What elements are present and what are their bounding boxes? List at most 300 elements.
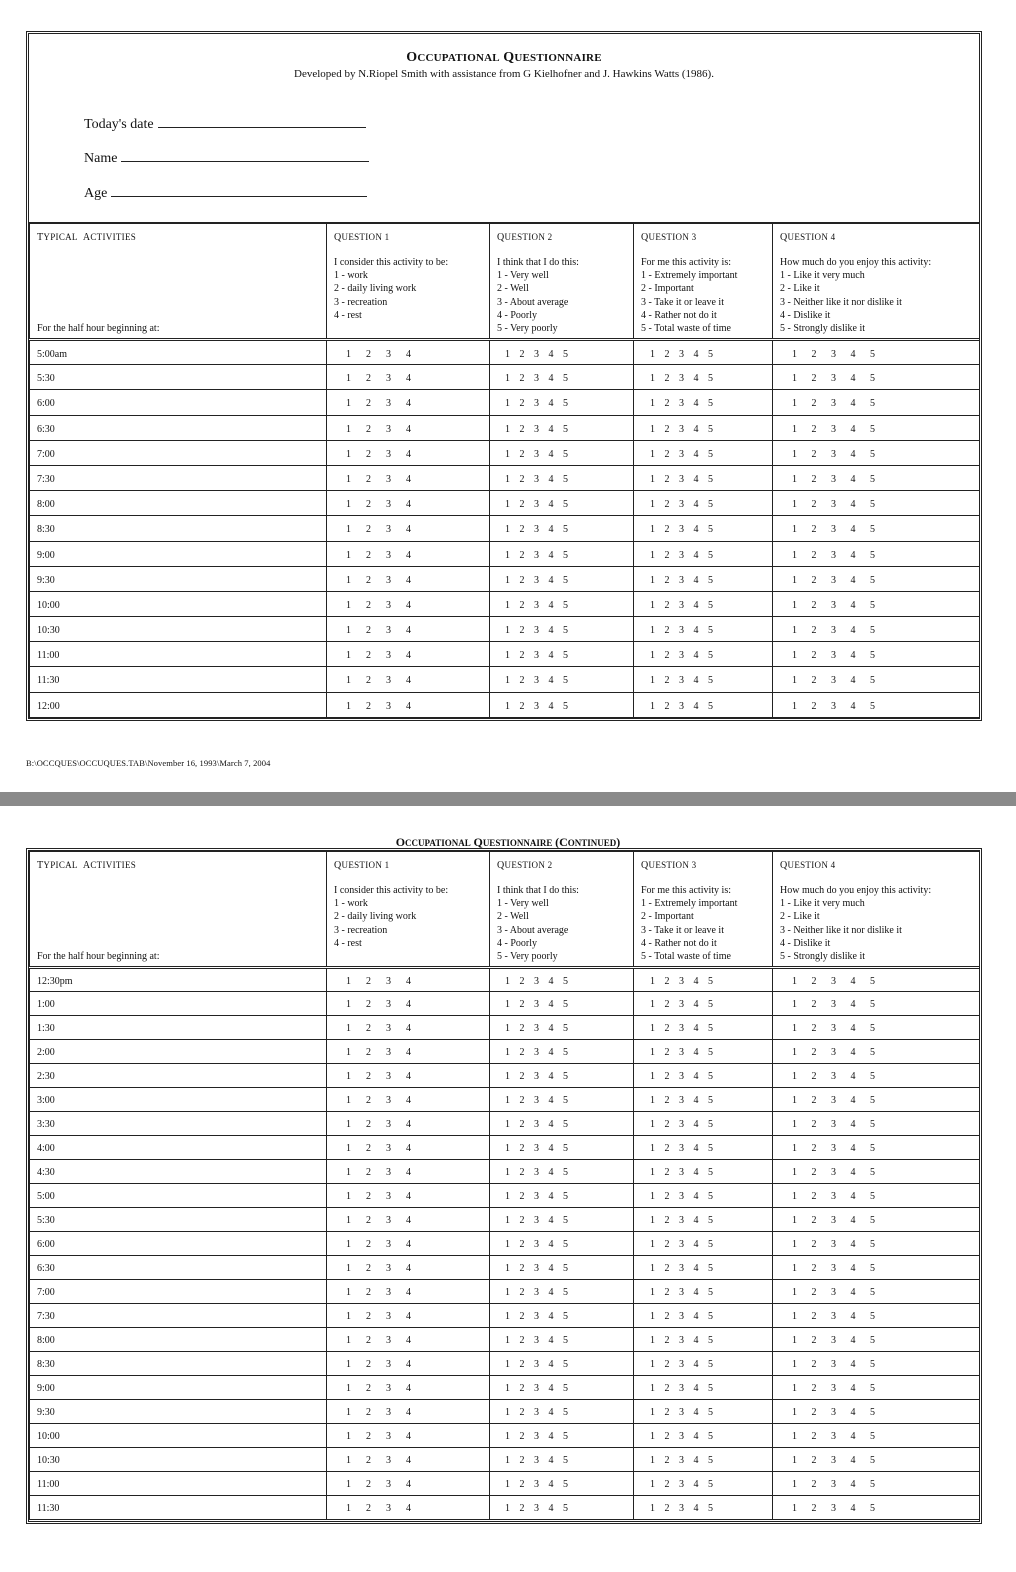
q3-rating-option[interactable]: 3: [679, 1455, 684, 1466]
q2-rating-option[interactable]: 4: [548, 499, 554, 511]
q3-rating-option[interactable]: 2: [664, 1191, 670, 1202]
q4-rating-option[interactable]: 2: [811, 1455, 817, 1466]
q2-rating-option[interactable]: 1: [505, 1239, 510, 1250]
q4-rating-option[interactable]: 3: [831, 650, 836, 662]
q1-rating-option[interactable]: 3: [386, 999, 391, 1010]
q4-rating-option[interactable]: 3: [831, 1335, 836, 1346]
q3-rating-option[interactable]: 4: [693, 473, 699, 485]
q4-rating-option[interactable]: 2: [811, 599, 817, 611]
q2-rating-option[interactable]: 2: [519, 625, 525, 637]
q3-rating-option[interactable]: 4: [693, 574, 699, 586]
q2-rating-option[interactable]: 3: [534, 1383, 539, 1394]
q1-rating-option[interactable]: 3: [386, 473, 391, 485]
q4-rating-option[interactable]: 1: [792, 349, 797, 360]
q3-rating-option[interactable]: 4: [693, 700, 699, 712]
q2-rating-option[interactable]: 4: [548, 373, 554, 385]
q4-rating-option[interactable]: 5: [870, 574, 875, 586]
q4-rating-option[interactable]: 3: [831, 373, 836, 385]
q4-rating-option[interactable]: 4: [850, 1359, 856, 1370]
q4-rating-option[interactable]: 3: [831, 1191, 836, 1202]
q3-rating-option[interactable]: 5: [708, 1215, 713, 1226]
q3-rating-option[interactable]: 1: [650, 349, 655, 360]
q2-rating-option[interactable]: 4: [548, 1047, 554, 1058]
q2-rating-option[interactable]: 4: [548, 1359, 554, 1370]
q2-rating-option[interactable]: 2: [519, 1311, 525, 1322]
q4-rating-option[interactable]: 4: [850, 625, 856, 637]
q1-rating-option[interactable]: 2: [366, 1407, 371, 1418]
q2-rating-option[interactable]: 4: [548, 1263, 554, 1274]
q2-rating-option[interactable]: 5: [563, 1047, 568, 1058]
q2-rating-option[interactable]: 2: [519, 423, 525, 435]
q1-rating-option[interactable]: 1: [346, 549, 351, 561]
q4-rating-option[interactable]: 4: [850, 499, 856, 511]
q3-rating-option[interactable]: 4: [693, 423, 699, 435]
q1-rating-option[interactable]: 3: [386, 423, 391, 435]
q2-rating-option[interactable]: 5: [563, 1311, 568, 1322]
q4-rating-option[interactable]: 1: [792, 1239, 797, 1250]
q1-rating-option[interactable]: 4: [406, 373, 411, 385]
q2-rating-option[interactable]: 3: [534, 1359, 539, 1370]
q4-rating-option[interactable]: 4: [850, 473, 856, 485]
q1-rating-option[interactable]: 4: [406, 499, 411, 511]
q4-rating-option[interactable]: 4: [850, 1239, 856, 1250]
q2-rating-option[interactable]: 3: [534, 976, 539, 987]
q1-rating-option[interactable]: 3: [386, 599, 391, 611]
q2-rating-option[interactable]: 3: [534, 1167, 539, 1178]
q3-rating-option[interactable]: 3: [679, 574, 684, 586]
q3-rating-option[interactable]: 2: [664, 675, 670, 687]
q2-rating-option[interactable]: 4: [548, 448, 554, 460]
q4-rating-option[interactable]: 3: [831, 1023, 836, 1034]
q3-rating-option[interactable]: 1: [650, 1455, 655, 1466]
q3-rating-option[interactable]: 2: [664, 499, 670, 511]
q2-rating-option[interactable]: 1: [505, 1119, 510, 1130]
q3-rating-option[interactable]: 1: [650, 1215, 655, 1226]
q2-rating-option[interactable]: 5: [563, 675, 568, 687]
q1-rating-option[interactable]: 2: [366, 1479, 371, 1490]
q1-rating-option[interactable]: 3: [386, 1023, 391, 1034]
q2-rating-option[interactable]: 2: [519, 549, 525, 561]
q2-rating-option[interactable]: 1: [505, 1023, 510, 1034]
q2-rating-option[interactable]: 5: [563, 1023, 568, 1034]
q4-rating-option[interactable]: 5: [870, 675, 875, 687]
q4-rating-option[interactable]: 5: [870, 1311, 875, 1322]
q2-rating-option[interactable]: 5: [563, 423, 568, 435]
q4-rating-option[interactable]: 1: [792, 999, 797, 1010]
q3-rating-option[interactable]: 2: [664, 1503, 670, 1514]
q4-rating-option[interactable]: 4: [850, 1287, 856, 1298]
q4-rating-option[interactable]: 5: [870, 1359, 875, 1370]
q2-rating-option[interactable]: 1: [505, 1215, 510, 1226]
q1-rating-option[interactable]: 3: [386, 373, 391, 385]
q1-rating-option[interactable]: 3: [386, 1359, 391, 1370]
q2-rating-option[interactable]: 2: [519, 1503, 525, 1514]
q2-rating-option[interactable]: 2: [519, 1119, 525, 1130]
name-field[interactable]: [84, 149, 369, 167]
q3-rating-option[interactable]: 1: [650, 599, 655, 611]
q2-rating-option[interactable]: 2: [519, 1071, 525, 1082]
q4-rating-option[interactable]: 1: [792, 1023, 797, 1034]
q2-rating-option[interactable]: 1: [505, 1191, 510, 1202]
q4-rating-option[interactable]: 4: [850, 1095, 856, 1106]
q2-rating-option[interactable]: 2: [519, 1215, 525, 1226]
q3-rating-option[interactable]: 2: [664, 700, 670, 712]
q4-rating-option[interactable]: 1: [792, 1407, 797, 1418]
q3-rating-option[interactable]: 3: [679, 1191, 684, 1202]
q2-rating-option[interactable]: 3: [534, 349, 539, 360]
q4-rating-option[interactable]: 2: [811, 976, 817, 987]
q2-rating-option[interactable]: 4: [548, 349, 554, 360]
q4-rating-option[interactable]: 4: [850, 1047, 856, 1058]
q2-rating-option[interactable]: 5: [563, 1095, 568, 1106]
q4-rating-option[interactable]: 2: [811, 1407, 817, 1418]
q1-rating-option[interactable]: 4: [406, 1383, 411, 1394]
q1-rating-option[interactable]: 1: [346, 1071, 351, 1082]
q4-rating-option[interactable]: 3: [831, 1215, 836, 1226]
q2-rating-option[interactable]: 3: [534, 1119, 539, 1130]
q2-rating-option[interactable]: 5: [563, 1455, 568, 1466]
q3-rating-option[interactable]: 3: [679, 349, 684, 360]
q1-rating-option[interactable]: 2: [366, 1143, 371, 1154]
q2-rating-option[interactable]: 1: [505, 1383, 510, 1394]
q4-rating-option[interactable]: 2: [811, 1143, 817, 1154]
q4-rating-option[interactable]: 5: [870, 549, 875, 561]
q1-rating-option[interactable]: 1: [346, 1503, 351, 1514]
q3-rating-option[interactable]: 5: [708, 1335, 713, 1346]
q1-rating-option[interactable]: 2: [366, 1071, 371, 1082]
q2-rating-option[interactable]: 5: [563, 1335, 568, 1346]
q1-rating-option[interactable]: 3: [386, 1311, 391, 1322]
q3-rating-option[interactable]: 2: [664, 1287, 670, 1298]
q4-rating-option[interactable]: 1: [792, 1479, 797, 1490]
q4-rating-option[interactable]: 1: [792, 599, 797, 611]
q1-rating-option[interactable]: 3: [386, 574, 391, 586]
q1-rating-option[interactable]: 4: [406, 1263, 411, 1274]
q2-rating-option[interactable]: 3: [534, 999, 539, 1010]
q3-rating-option[interactable]: 3: [679, 1479, 684, 1490]
q2-rating-option[interactable]: 4: [548, 1095, 554, 1106]
q2-rating-option[interactable]: 4: [548, 1239, 554, 1250]
q3-rating-option[interactable]: 4: [693, 448, 699, 460]
q2-rating-option[interactable]: 2: [519, 1359, 525, 1370]
q2-rating-option[interactable]: 2: [519, 1383, 525, 1394]
q3-rating-option[interactable]: 4: [693, 1287, 699, 1298]
q4-rating-option[interactable]: 1: [792, 549, 797, 561]
q4-rating-option[interactable]: 1: [792, 574, 797, 586]
q4-rating-option[interactable]: 3: [831, 499, 836, 511]
q2-rating-option[interactable]: 4: [548, 675, 554, 687]
q2-rating-option[interactable]: 5: [563, 1191, 568, 1202]
q3-rating-option[interactable]: 3: [679, 1311, 684, 1322]
q3-rating-option[interactable]: 3: [679, 1239, 684, 1250]
q3-rating-option[interactable]: 4: [693, 549, 699, 561]
q2-rating-option[interactable]: 3: [534, 1023, 539, 1034]
q3-rating-option[interactable]: 2: [664, 1047, 670, 1058]
q2-rating-option[interactable]: 4: [548, 1479, 554, 1490]
q3-rating-option[interactable]: 5: [708, 700, 713, 712]
q3-rating-option[interactable]: 4: [693, 373, 699, 385]
q4-rating-option[interactable]: 5: [870, 999, 875, 1010]
q3-rating-option[interactable]: 1: [650, 473, 655, 485]
q4-rating-option[interactable]: 1: [792, 473, 797, 485]
q2-rating-option[interactable]: 5: [563, 1359, 568, 1370]
q1-rating-option[interactable]: 4: [406, 1335, 411, 1346]
q1-rating-option[interactable]: 4: [406, 448, 411, 460]
q3-rating-option[interactable]: 2: [664, 423, 670, 435]
q4-rating-option[interactable]: 5: [870, 473, 875, 485]
q1-rating-option[interactable]: 2: [366, 1335, 371, 1346]
q2-rating-option[interactable]: 5: [563, 650, 568, 662]
q3-rating-option[interactable]: 1: [650, 976, 655, 987]
q2-rating-option[interactable]: 1: [505, 1167, 510, 1178]
q4-rating-option[interactable]: 5: [870, 398, 875, 410]
q3-rating-option[interactable]: 5: [708, 549, 713, 561]
q2-rating-option[interactable]: 3: [534, 1431, 539, 1442]
q3-rating-option[interactable]: 2: [664, 599, 670, 611]
q4-rating-option[interactable]: 2: [811, 423, 817, 435]
q4-rating-option[interactable]: 1: [792, 650, 797, 662]
q4-rating-option[interactable]: 5: [870, 650, 875, 662]
q4-rating-option[interactable]: 3: [831, 976, 836, 987]
q4-rating-option[interactable]: 3: [831, 398, 836, 410]
q2-rating-option[interactable]: 1: [505, 1455, 510, 1466]
q3-rating-option[interactable]: 2: [664, 1095, 670, 1106]
q4-rating-option[interactable]: 3: [831, 549, 836, 561]
q3-rating-option[interactable]: 1: [650, 549, 655, 561]
q2-rating-option[interactable]: 2: [519, 1191, 525, 1202]
q2-rating-option[interactable]: 5: [563, 499, 568, 511]
q2-rating-option[interactable]: 5: [563, 1287, 568, 1298]
q3-rating-option[interactable]: 2: [664, 1119, 670, 1130]
q4-rating-option[interactable]: 4: [850, 423, 856, 435]
q4-rating-option[interactable]: 2: [811, 1335, 817, 1346]
q3-rating-option[interactable]: 5: [708, 373, 713, 385]
q3-rating-option[interactable]: 3: [679, 373, 684, 385]
q4-rating-option[interactable]: 2: [811, 1311, 817, 1322]
q3-rating-option[interactable]: 1: [650, 499, 655, 511]
q2-rating-option[interactable]: 3: [534, 1503, 539, 1514]
q1-rating-option[interactable]: 4: [406, 999, 411, 1010]
q3-rating-option[interactable]: 4: [693, 349, 699, 360]
q4-rating-option[interactable]: 2: [811, 1359, 817, 1370]
q4-rating-option[interactable]: 2: [811, 625, 817, 637]
q4-rating-option[interactable]: 4: [850, 1143, 856, 1154]
q2-rating-option[interactable]: 4: [548, 700, 554, 712]
q4-rating-option[interactable]: 2: [811, 700, 817, 712]
q3-rating-option[interactable]: 3: [679, 1407, 684, 1418]
q2-rating-option[interactable]: 1: [505, 1287, 510, 1298]
q3-rating-option[interactable]: 1: [650, 1383, 655, 1394]
q2-rating-option[interactable]: 2: [519, 1407, 525, 1418]
q3-rating-option[interactable]: 1: [650, 1071, 655, 1082]
q2-rating-option[interactable]: 1: [505, 1311, 510, 1322]
q2-rating-option[interactable]: 1: [505, 599, 510, 611]
q3-rating-option[interactable]: 4: [693, 1047, 699, 1058]
q4-rating-option[interactable]: 3: [831, 1143, 836, 1154]
q4-rating-option[interactable]: 4: [850, 1479, 856, 1490]
q2-rating-option[interactable]: 1: [505, 574, 510, 586]
q2-rating-option[interactable]: 1: [505, 448, 510, 460]
q2-rating-option[interactable]: 3: [534, 1143, 539, 1154]
q4-rating-option[interactable]: 3: [831, 1071, 836, 1082]
q2-rating-option[interactable]: 2: [519, 373, 525, 385]
q1-rating-option[interactable]: 1: [346, 1335, 351, 1346]
q2-rating-option[interactable]: 5: [563, 549, 568, 561]
q1-rating-option[interactable]: 3: [386, 1071, 391, 1082]
q1-rating-option[interactable]: 2: [366, 1359, 371, 1370]
q1-rating-option[interactable]: 2: [366, 473, 371, 485]
q3-rating-option[interactable]: 5: [708, 1287, 713, 1298]
q2-rating-option[interactable]: 1: [505, 1359, 510, 1370]
q1-rating-option[interactable]: 1: [346, 1167, 351, 1178]
q4-rating-option[interactable]: 1: [792, 700, 797, 712]
q4-rating-option[interactable]: 3: [831, 999, 836, 1010]
q2-rating-option[interactable]: 5: [563, 1239, 568, 1250]
q2-rating-option[interactable]: 4: [548, 999, 554, 1010]
q4-rating-option[interactable]: 2: [811, 1191, 817, 1202]
q3-rating-option[interactable]: 4: [693, 398, 699, 410]
q1-rating-option[interactable]: 3: [386, 1191, 391, 1202]
q2-rating-option[interactable]: 1: [505, 349, 510, 360]
q2-rating-option[interactable]: 4: [548, 1191, 554, 1202]
q1-rating-option[interactable]: 3: [386, 700, 391, 712]
q2-rating-option[interactable]: 3: [534, 1287, 539, 1298]
q1-rating-option[interactable]: 3: [386, 1407, 391, 1418]
q1-rating-option[interactable]: 2: [366, 1311, 371, 1322]
q3-rating-option[interactable]: 2: [664, 1335, 670, 1346]
q3-rating-option[interactable]: 2: [664, 1239, 670, 1250]
q3-rating-option[interactable]: 5: [708, 1167, 713, 1178]
q3-rating-option[interactable]: 1: [650, 1407, 655, 1418]
q3-rating-option[interactable]: 2: [664, 1071, 670, 1082]
q3-rating-option[interactable]: 1: [650, 1335, 655, 1346]
q1-rating-option[interactable]: 1: [346, 1023, 351, 1034]
q1-rating-option[interactable]: 2: [366, 1047, 371, 1058]
q4-rating-option[interactable]: 2: [811, 1287, 817, 1298]
q3-rating-option[interactable]: 5: [708, 1359, 713, 1370]
q3-rating-option[interactable]: 4: [693, 1335, 699, 1346]
q3-rating-option[interactable]: 2: [664, 1167, 670, 1178]
q1-rating-option[interactable]: 4: [406, 1503, 411, 1514]
q2-rating-option[interactable]: 3: [534, 675, 539, 687]
q1-rating-option[interactable]: 2: [366, 1119, 371, 1130]
q4-rating-option[interactable]: 2: [811, 398, 817, 410]
q4-rating-option[interactable]: 3: [831, 1455, 836, 1466]
q4-rating-option[interactable]: 4: [850, 1263, 856, 1274]
q4-rating-option[interactable]: 1: [792, 1503, 797, 1514]
q3-rating-option[interactable]: 2: [664, 1263, 670, 1274]
q4-rating-option[interactable]: 1: [792, 675, 797, 687]
q3-rating-option[interactable]: 1: [650, 625, 655, 637]
q3-rating-option[interactable]: 4: [693, 1455, 699, 1466]
q3-rating-option[interactable]: 1: [650, 999, 655, 1010]
q2-rating-option[interactable]: 5: [563, 1407, 568, 1418]
q2-rating-option[interactable]: 1: [505, 1071, 510, 1082]
q2-rating-option[interactable]: 2: [519, 524, 525, 536]
q4-rating-option[interactable]: 1: [792, 625, 797, 637]
q1-rating-option[interactable]: 3: [386, 448, 391, 460]
q2-rating-option[interactable]: 1: [505, 999, 510, 1010]
q1-rating-option[interactable]: 4: [406, 349, 411, 360]
q1-rating-option[interactable]: 1: [346, 349, 351, 360]
q4-rating-option[interactable]: 5: [870, 1335, 875, 1346]
q4-rating-option[interactable]: 4: [850, 1071, 856, 1082]
q3-rating-option[interactable]: 3: [679, 1095, 684, 1106]
q4-rating-option[interactable]: 4: [850, 524, 856, 536]
q3-rating-option[interactable]: 1: [650, 1191, 655, 1202]
q2-rating-option[interactable]: 3: [534, 448, 539, 460]
q4-rating-option[interactable]: 4: [850, 1119, 856, 1130]
q3-rating-option[interactable]: 5: [708, 524, 713, 536]
q1-rating-option[interactable]: 1: [346, 423, 351, 435]
q3-rating-option[interactable]: 5: [708, 599, 713, 611]
q3-rating-option[interactable]: 5: [708, 1095, 713, 1106]
q4-rating-option[interactable]: 5: [870, 1191, 875, 1202]
q3-rating-option[interactable]: 4: [693, 599, 699, 611]
q3-rating-option[interactable]: 2: [664, 1479, 670, 1490]
q2-rating-option[interactable]: 4: [548, 1455, 554, 1466]
q2-rating-option[interactable]: 1: [505, 1335, 510, 1346]
q2-rating-option[interactable]: 2: [519, 976, 525, 987]
q2-rating-option[interactable]: 5: [563, 1431, 568, 1442]
q1-rating-option[interactable]: 4: [406, 1023, 411, 1034]
q4-rating-option[interactable]: 5: [870, 1503, 875, 1514]
q1-rating-option[interactable]: 2: [366, 349, 371, 360]
q3-rating-option[interactable]: 3: [679, 1431, 684, 1442]
q4-rating-option[interactable]: 1: [792, 423, 797, 435]
q1-rating-option[interactable]: 2: [366, 625, 371, 637]
q4-rating-option[interactable]: 2: [811, 1503, 817, 1514]
q3-rating-option[interactable]: 4: [693, 625, 699, 637]
q2-rating-option[interactable]: 1: [505, 549, 510, 561]
q4-rating-option[interactable]: 1: [792, 524, 797, 536]
q2-rating-option[interactable]: 5: [563, 349, 568, 360]
q1-rating-option[interactable]: 3: [386, 1095, 391, 1106]
q4-rating-option[interactable]: 5: [870, 1071, 875, 1082]
q4-rating-option[interactable]: 3: [831, 1311, 836, 1322]
q1-rating-option[interactable]: 4: [406, 650, 411, 662]
q3-rating-option[interactable]: 4: [693, 499, 699, 511]
q2-rating-option[interactable]: 4: [548, 574, 554, 586]
q1-rating-option[interactable]: 3: [386, 650, 391, 662]
q3-rating-option[interactable]: 3: [679, 499, 684, 511]
q3-rating-option[interactable]: 4: [693, 1359, 699, 1370]
q2-rating-option[interactable]: 1: [505, 1407, 510, 1418]
q3-rating-option[interactable]: 1: [650, 1143, 655, 1154]
q4-rating-option[interactable]: 4: [850, 574, 856, 586]
q3-rating-option[interactable]: 3: [679, 1167, 684, 1178]
q2-rating-option[interactable]: 5: [563, 700, 568, 712]
q3-rating-option[interactable]: 2: [664, 1143, 670, 1154]
q1-rating-option[interactable]: 4: [406, 1431, 411, 1442]
q2-rating-option[interactable]: 2: [519, 1431, 525, 1442]
q2-rating-option[interactable]: 1: [505, 499, 510, 511]
q1-rating-option[interactable]: 3: [386, 1119, 391, 1130]
q3-rating-option[interactable]: 2: [664, 976, 670, 987]
q1-rating-option[interactable]: 1: [346, 625, 351, 637]
q1-rating-option[interactable]: 1: [346, 1263, 351, 1274]
q3-rating-option[interactable]: 3: [679, 599, 684, 611]
q4-rating-option[interactable]: 5: [870, 499, 875, 511]
q4-rating-option[interactable]: 4: [850, 373, 856, 385]
q4-rating-option[interactable]: 1: [792, 499, 797, 511]
q3-rating-option[interactable]: 1: [650, 1047, 655, 1058]
q2-rating-option[interactable]: 3: [534, 574, 539, 586]
q1-rating-option[interactable]: 1: [346, 999, 351, 1010]
q3-rating-option[interactable]: 1: [650, 1023, 655, 1034]
q4-rating-option[interactable]: 2: [811, 675, 817, 687]
q2-rating-option[interactable]: 4: [548, 1167, 554, 1178]
